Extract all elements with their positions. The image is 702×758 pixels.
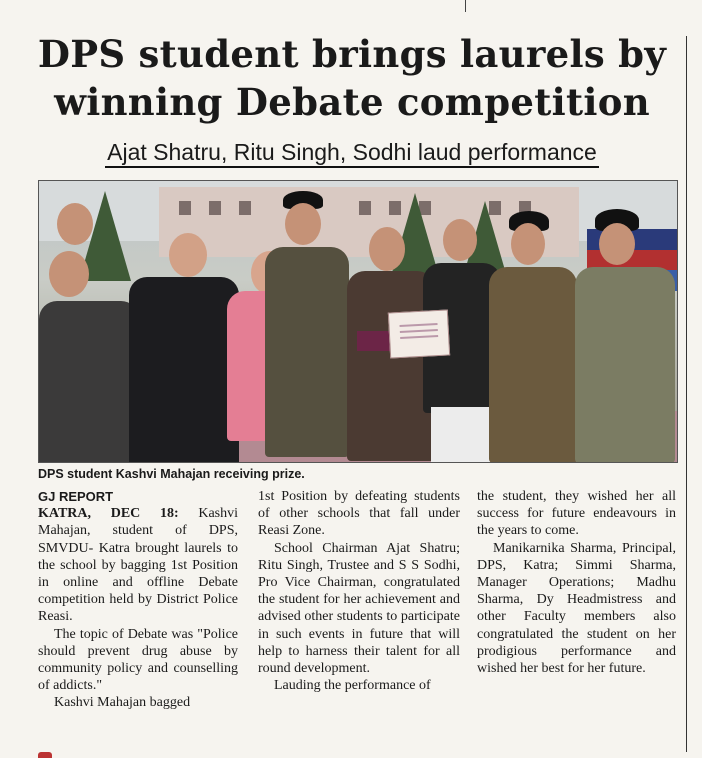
article-column-2 xyxy=(258,488,460,694)
column-rule xyxy=(686,36,687,752)
cropped-adjacent-column xyxy=(692,120,702,540)
cropped-text-fragment xyxy=(482,0,485,9)
article-paragraph: School Chairman Ajat Shatru; Ritu Singh, Trustee and S S Sodhi, Pro Vice Chairman, congratulated the student for her achievement and advised other students to participate in such events in future that will help to harness their talent for all round development. xyxy=(258,540,460,677)
cropped-previous-article-strip xyxy=(0,0,702,12)
column-separator xyxy=(465,0,466,12)
article-column-1 xyxy=(38,488,238,712)
subheadline: Ajat Shatru, Ritu Singh, Sodhi laud performance xyxy=(105,139,599,168)
article-paragraph: Kashvi Mahajan bagged xyxy=(54,695,191,711)
article-paragraph: Lauding the performance of xyxy=(274,678,431,694)
photo-gift-box xyxy=(357,331,393,351)
article-paragraph: 1st Position by defeating students of other schools that fall under Reasi Zone. xyxy=(258,489,460,539)
article-column-3 xyxy=(477,488,676,677)
cropped-next-article-marker xyxy=(38,752,128,758)
paragraph-text: Kashvi Mahajan, student of DPS, SMVDU- Katra brought laurels to the school by bagging 1st Position in online and offline Debate competition held by District Police Reasi. xyxy=(38,506,238,625)
photo-person xyxy=(487,207,577,463)
article-paragraph: The topic of Debate was "Police should prevent drug abuse by community policy and counselling of addicts." xyxy=(38,626,238,694)
photo-person xyxy=(261,191,351,461)
article-paragraph: Manikarnika Sharma, Principal, DPS, Katra; Simmi Sharma, Manager Operations; Madhu Sharma, Dy Headmistress and other Faculty members also congratulated the student on her prodigious performance and wished her best for her future. xyxy=(477,540,676,677)
photo-certificate xyxy=(388,309,450,358)
photo-person xyxy=(569,205,677,463)
cropped-text-fragment xyxy=(40,0,43,9)
photo-caption: DPS student Kashvi Mahajan receiving prize. xyxy=(38,467,305,481)
article-paragraph: the student, they wished her all success for future endeavours in the years to come. xyxy=(477,489,676,539)
byline: GJ REPORT xyxy=(38,489,114,504)
dateline: KATRA, DEC 18: xyxy=(38,506,179,522)
headline: DPS student brings laurels by winning Debate competition xyxy=(37,32,667,124)
article-paragraph xyxy=(38,505,238,625)
subheadline-wrapper xyxy=(22,137,682,167)
news-photo xyxy=(38,180,678,463)
